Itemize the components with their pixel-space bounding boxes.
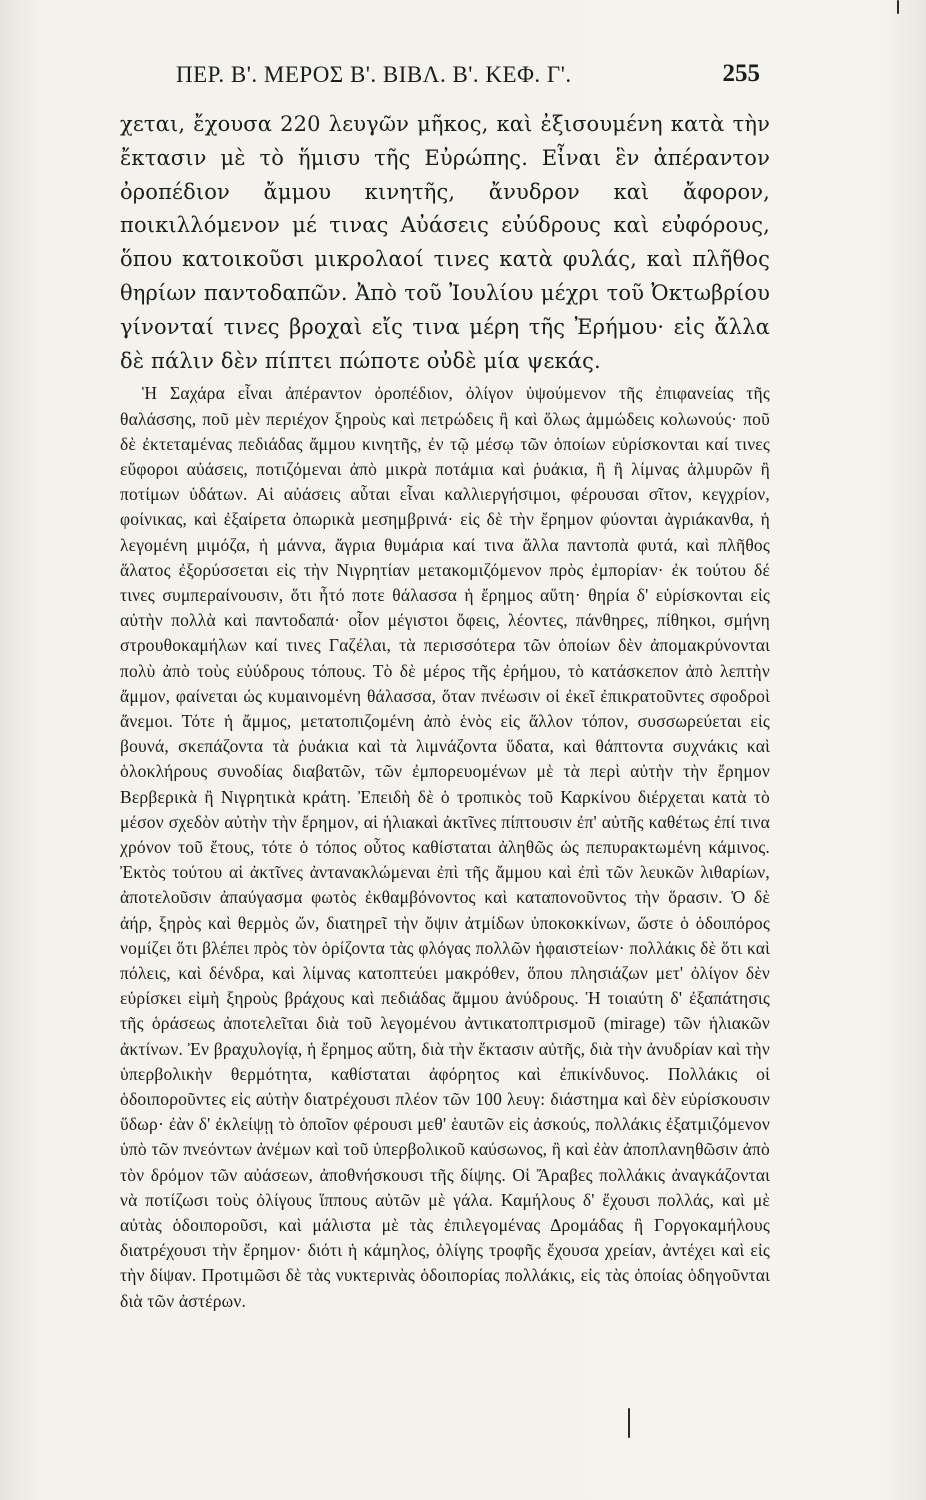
body-text [120, 108, 770, 1314]
paragraph-small: Ἡ Σαχάρα εἶναι ἀπέραντον ὀροπέδιον, ὀλίγον ὑψούμενον τῆς ἐπιφανείας τῆς θαλάσσης, ποῦ μὲν περιέχον ξηροὺς καὶ πετρώδεις ἢ καὶ ὅλως ἀμμώδεις κολωνούς· ποῦ δὲ ἐκτεταμένας πεδιάδας ἄμμου κινητῆς, ἐν τῷ μέσῳ τῶν ὁποίων εὑρίσκονται καί τινες εὔφοροι αὐάσεις, ποτιζόμεναι ἀπὸ μικρὰ ποτάμια καὶ ῥυάκια, ἢ ἢ λίμνας ἁλμυρῶν ἢ ποτίμων ὑδάτων. Αἱ αὐάσεις αὗται εἶναι καλλιεργήσιμοι, φέρουσαι σῖτον, κεγχρίον, φοίνικας, καὶ ἐξαίρετα ὀπωρικὰ μεσημβρινά· εἰς δὲ τὴν ἔρημον φύονται ἀγριάκανθα, ἡ λεγομένη μιμόζα, ἡ μάννα, ἄγρια θυμάρια καί τινα ἄλλα παντοπὰ φυτά, καὶ πλῆθος ἅλατος ἐξορύσσεται εἰς τὴν Νιγρητίαν μετακομιζόμενον πρὸς ἐμπορίαν· ἐκ τούτου δέ τινες συμπεραίνουσιν, ὅτι ἦτό ποτε θάλασσα ἡ ἔρημος αὕτη· θηρία δ' εὑρίσκονται εἰς αὐτὴν πολλὰ καὶ παντοδαπά· οἷον μέγιστοι ὄφεις, λέοντες, πάνθηρες, πίθηκοι, σμήνη στρουθοκαμήλων καί τινες Γαζέλαι, τὰ περισσότερα τῶν ὁποίων δὲν ἀπομακρύνονται πολὺ ἀπὸ τοὺς εὐύδρους τόπους. Τὸ δὲ μέρος τῆς ἐρήμου, τὸ κατάσκεπον ἀπὸ λεπτὴν ἄμμον, φαίνεται ὡς κυμαινομένη θάλασσα, ὅταν πνέωσιν οἱ ἐκεῖ ἐπικρατοῦντες σφοδροὶ ἄνεμοι. Τότε ἡ ἄμμος, μετατοπιζομένη ἀπὸ ἑνὸς εἰς ἄλλον τόπον, συσσωρεύεται εἰς βουνά, σκεπάζοντα τὰ ῥυάκια καὶ τὰ λιμνάζοντα ὕδατα, καὶ θάπτοντα συχνάκις καὶ ὁλοκλήρους συνοδίας διαβατῶν, τῶν ἐμπορευομένων μὲ τὰ περὶ αὐτὴν τὴν ἔρημον Βερβερικὰ ἢ Νιγρητικὰ κράτη. Ἐπειδὴ δὲ ὁ τροπικὸς τοῦ Καρκίνου διέρχεται κατὰ τὸ μέσον σχεδὸν αὐτὴν τὴν ἔρημον, αἱ ἡλιακαὶ ἀκτῖνες πίπτουσιν ἐπ' αὐτῆς καθέτως ἐπί τινα χρόνον τοῦ ἔτους, τότε ὁ τόπος οὗτος καθίσταται ἀληθῶς ὡς πεπυρακτωμένη κάμινος. Ἐκτὸς τούτου αἱ ἀκτῖνες ἀντανακλώμεναι ἐπὶ τῆς ἄμμου καὶ ἐπὶ τῶν λευκῶν λιθαρίων, ἀποτελοῦσιν ἀπαύγασμα φωτὸς ἐκθαμβόνοντος καὶ καταπονοῦντος τὴν ὅρασιν. Ὁ δὲ ἀήρ, ξηρὸς καὶ θερμὸς ὤν, διατηρεῖ τὴν ὄψιν ἀτμίδων ὑποκοκκίνων, ὥστε ὁ ὁδοιπόρος νομίζει ὅτι βλέπει πρὸς τὸν ὁρίζοντα τὰς φλόγας πολλῶν ἡφαιστείων· πολλάκις δὲ ὅτι καὶ πόλεις, καὶ δένδρα, καὶ λίμνας κατοπτεύει μακρόθεν, ὅπου πλησιάζων μετ' ὀλίγον δὲν εὑρίσκει εἰμὴ ξηροὺς βράχους καὶ πεδιάδας ἄμμου ἀνύδρους. Ἡ τοιαύτη δ' ἐξαπάτησις τῆς ὁράσεως ἀποτελεῖται διὰ τοῦ λεγομένου ἀντικατοπτρισμοῦ (mirage) τῶν ἡλιακῶν ἀκτίνων. Ἐν βραχυλογίᾳ, ἡ ἔρημος αὕτη, διὰ τὴν ἔκτασιν αὐτῆς, διὰ τὴν ἀνυδρίαν καὶ τὴν ὑπερβολικὴν θερμότητα, καθίσταται ἀφόρητος καὶ ἐπικίνδυνος. Πολλάκις οἱ ὁδοιποροῦντες εἰς αὐτὴν διατρέχουσι πλέον τῶν 100 λευγ: διάστημα καὶ δὲν εὑρίσκουσιν ὕδωρ· ἐὰν δ' ἐκλείψῃ τὸ ὁποῖον φέρουσι μεθ' ἑαυτῶν εἰς ἀσκούς, πολλάκις ἐξατμιζόμενον ὑπὸ τῶν πνεόντων ἀνέμων καὶ τοῦ ὑπερβολικοῦ καύσωνος, ἢ καὶ ἐὰν ἀποπλανηθῶσιν ἀπὸ τὸν δρόμον τῶν αὐάσεων, ἀποθνήσκουσι τῆς δίψης. Οἱ Ἄραβες πολλάκις ἀναγκάζονται νὰ ποτίζωσι τοὺς ὀλίγους ἵππους αὐτῶν μὲ γάλα. Καμήλους δ' ἔχουσι πολλάς, καὶ μὲ αὐτὰς ὁδοιποροῦσι, καὶ μάλιστα μὲ τὰς ἐπιλεγομένας Δρομάδας ἢ Γοργοκαμήλους διατρέχουσι τὴν ἔρημον· διότι ἡ κάμηλος, ὀλίγης τροφῆς ἔχουσα χρείαν, ἀντέχει καὶ εἰς τὴν δίψαν. Προτιμῶσι δὲ τὰς νυκτερινὰς ὁδοιπορίας πολλάκις, εἰς τὰς ὁποίας ὁδηγοῦνται διὰ τῶν ἀστέρων. [120, 383, 770, 1311]
paragraph-large: χεται, ἔχουσα 220 λευγῶν μῆκος, καὶ ἐξισουμένη κατὰ τὴν ἔκτασιν μὲ τὸ ἥμισυ τῆς Εὐρώπης. Εἶναι ἓν ἀπέραντον ὀροπέδιον ἄμμου κινητῆς, ἄνυδρον καὶ ἄφορον, ποικιλλόμενον μέ τινας Αὐάσεις εὐύδρους καὶ εὐφόρους, ὅπου κατοικοῦσι μικρολαοί τινες κατὰ φυλάς, καὶ πλῆθος θηρίων παντοδαπῶν. Ἀπὸ τοῦ Ἰουλίου μέχρι τοῦ Ὀκτωβρίου γίνονταί τινες βροχαὶ εἴς τινα μέρη τῆς Ἐρήμου· εἰς ἄλλα δὲ πάλιν δὲν πίπτει πώποτε οὐδὲ μία ψεκάς. [120, 112, 770, 373]
page-number: 255 [722, 60, 760, 87]
ink-mark-bottom [628, 1408, 630, 1438]
page-header [160, 62, 760, 96]
main-text-block [120, 108, 770, 378]
ink-mark-top [897, 0, 899, 14]
running-head: ΠΕΡ. Β'. ΜΕΡΟΣ Β'. ΒΙΒΛ. Β'. ΚΕΦ. Γ'. [176, 62, 572, 87]
small-text-block [120, 381, 770, 1314]
